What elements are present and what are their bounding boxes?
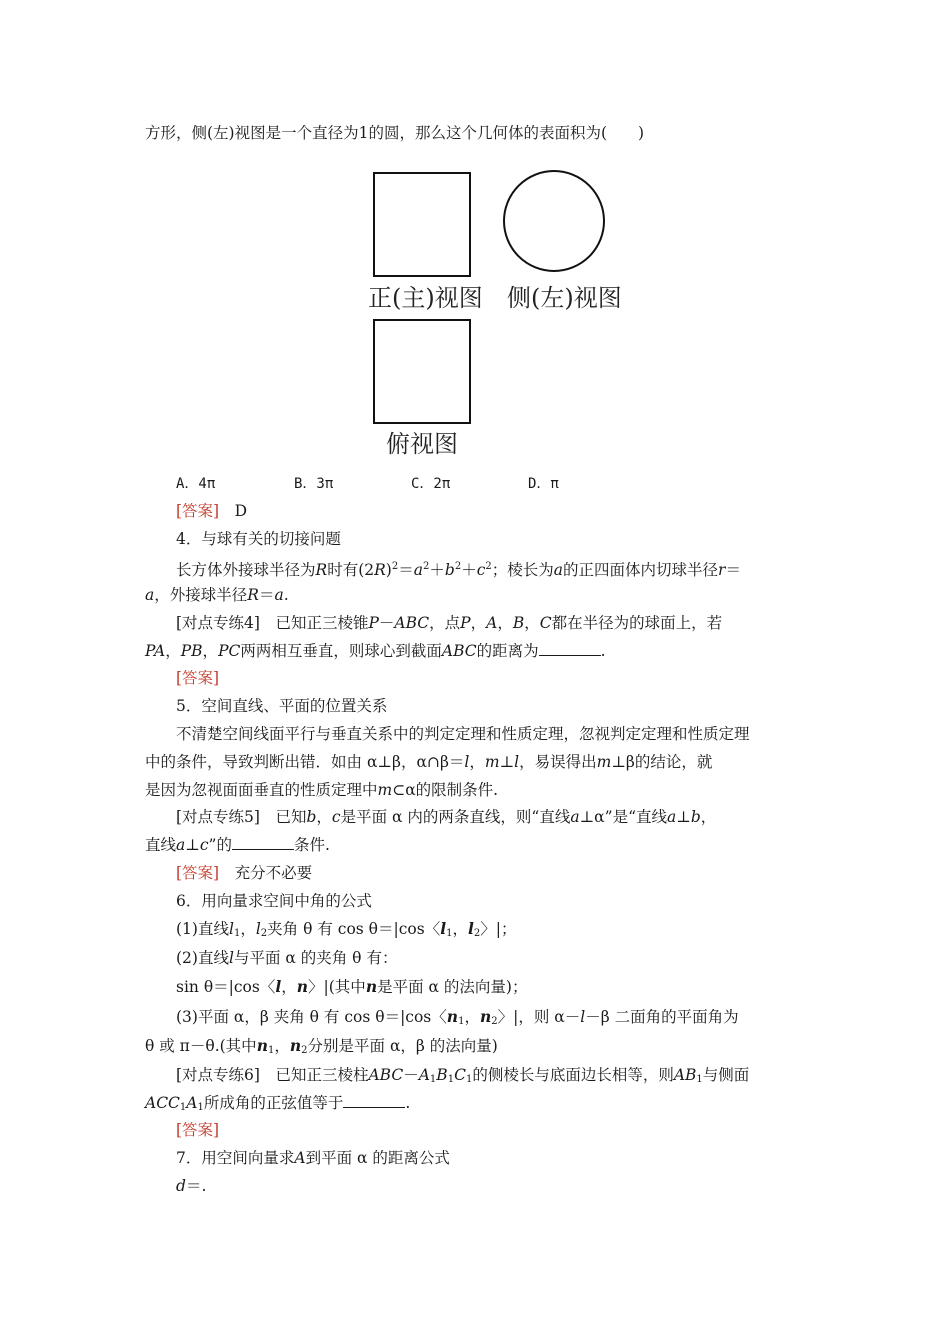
drill-5-line-2: 直线a⊥c”的 条件. [145,836,330,854]
section-4-paragraph-line-2: a，外接球半径R＝a. [145,586,289,604]
top-view-square [374,320,470,423]
front-view-label: 正(主)视图 [368,284,483,312]
section-5-heading: 5．空间直线、平面的位置关系 [176,697,388,715]
formula-2: (2)直线l与平面 α 的夹角 θ 有： [176,949,398,967]
section-6-heading: 6．用向量求空间中角的公式 [176,892,372,910]
answer-blank [232,835,294,850]
side-view-label: 侧(左)视图 [507,284,622,312]
front-view-square [374,173,470,276]
intro-line: 方形，侧(左)视图是一个直径为1的圆，那么这个几何体的表面积为( ) [145,124,645,142]
drill-4-line-1: [对点专练4] 已知正三棱锥P－ABC，点P，A，B，C都在半径为的球面上，若 [176,614,723,632]
option-a: A．4π [176,476,216,492]
drill-5-answer: 充分不必要 [234,864,313,882]
option-b: B．3π [294,476,334,492]
side-view-circle [504,171,604,271]
drill-5-answer-line: [答案] 充分不必要 [176,864,313,882]
formula-1: (1)直线$l_1$，$l_2$夹角 θ 有 cos θ＝|cos〈$l_1$，$l_2$〉|； [176,919,517,939]
section-7-formula: d＝. [176,1177,207,1195]
answer-blank [343,1093,405,1108]
q3-answer-line [176,501,247,521]
formula-3: (3)平面 α，β 夹角 θ 有 cos θ＝|cos〈$n_1$，$n_2$〉|，则 α－l－β 二面角的平面角为 [176,1007,739,1027]
option-d: D．π [528,476,559,492]
drill-6-line-2: $ACC_1A_1$所成角的正弦值等于 . [145,1094,411,1113]
section-4-heading: 4．与球有关的切接问题 [176,530,341,548]
answer-tag: [答案] [176,502,220,520]
option-c: C．2π [411,476,451,492]
drill-4-line-2: PA，PB，PC两两相互垂直，则球心到截面ABC的距离为 . [145,642,606,660]
section-5-paragraph-line-1: 不清楚空间线面平行与垂直关系中的判定定理和性质定理，忽视判定定理和性质定理 [176,725,750,743]
drill-5-line-1: [对点专练5] 已知b，c是平面 α 内的两条直线，则“直线a⊥α”是“直线a⊥b， [176,808,717,826]
drill-4-answer-tag: [答案] [176,669,220,687]
answer-blank [539,641,601,656]
section-7-heading: 7．用空间向量求A到平面 α 的距离公式 [176,1149,450,1167]
top-view-label: 俯视图 [386,430,458,458]
formula-2-expression: sin θ＝|cos〈l，n〉|(其中n是平面 α 的法向量)； [176,977,528,996]
drill-6-answer-tag: [答案] [176,1121,220,1139]
section-4-paragraph-line-1: 长方体外接球半径为R时有$(2R)^2=a^2+b^2+c^2$；棱长为a的正四面体内切球半径r＝ [176,561,741,579]
section-5-paragraph-line-2: 中的条件，导致判断出错．如由 α⊥β，α∩β＝l，m⊥l，易误得出m⊥β的结论，就 [145,753,713,771]
formula-3-continued: θ 或 π－θ.(其中$n_1$，$n_2$分别是平面 α，β 的法向量) [145,1036,498,1056]
q3-answer: D [234,502,248,520]
drill-6-line-1: [对点专练6] 已知正三棱柱$ABC-A_1B_1C_1$的侧棱长与底面边长相等，则$AB_1$与侧面 [176,1066,750,1085]
section-5-paragraph-line-3: 是因为忽视面面垂直的性质定理中m⊂α的限制条件. [145,781,499,799]
